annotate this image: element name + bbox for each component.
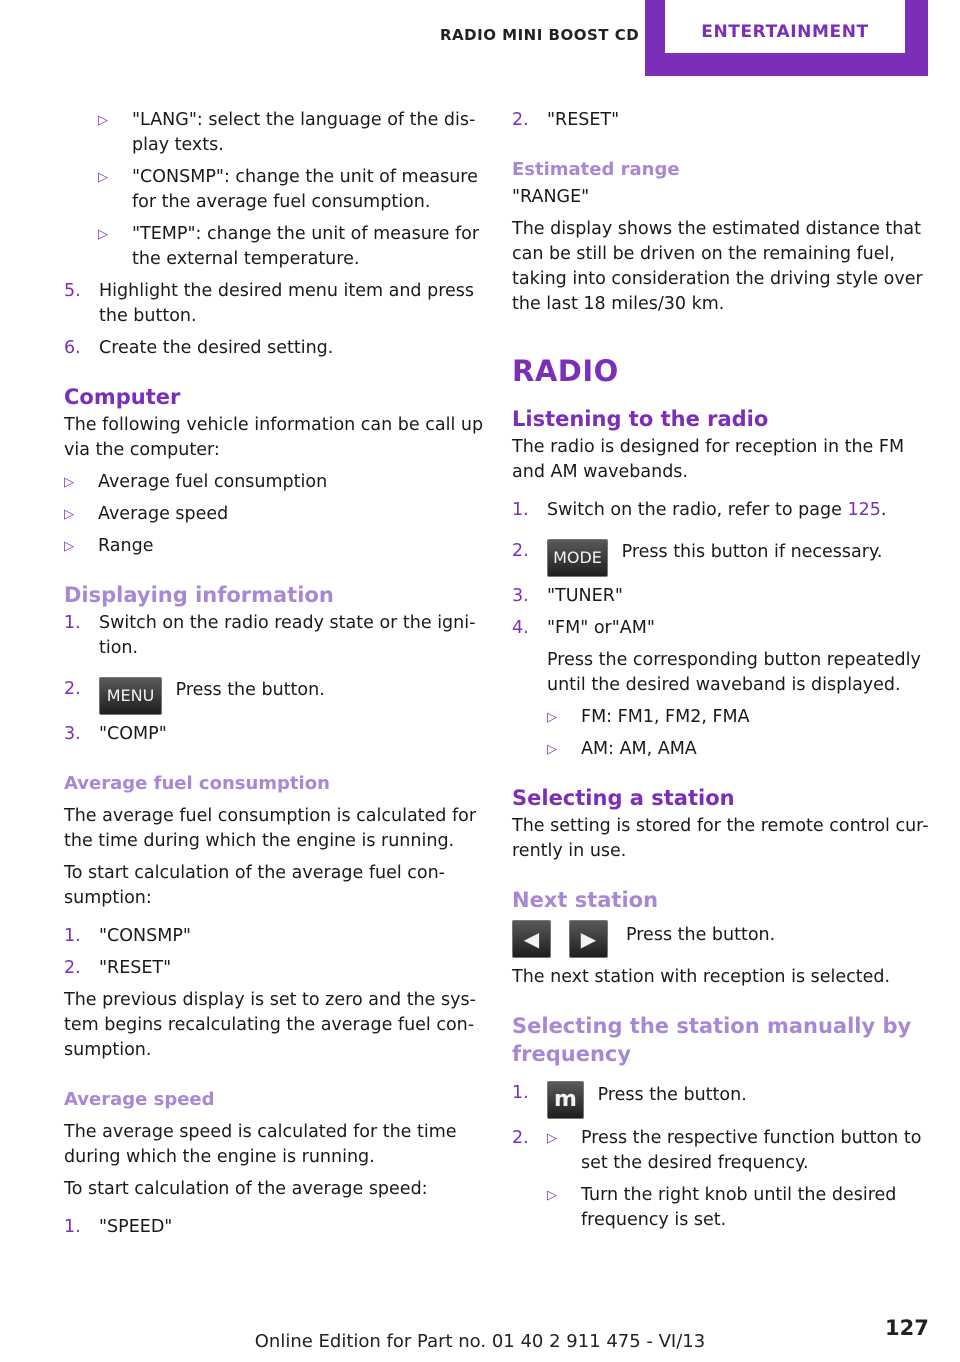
step-item: 5. Highlight the desired menu item and press the button. xyxy=(64,281,475,326)
step-item: 2. ▷ Press the respective function button to set the desired frequency. ▷ Turn the right knob until the desired frequency is set. xyxy=(512,1126,932,1233)
step-item: 2. "RESET" xyxy=(512,110,620,130)
paragraph: The radio is designed for reception in the FM and AM wavebands. xyxy=(512,437,905,482)
paragraph: "RANGE" xyxy=(512,187,590,207)
heading-estimated-range: Estimated range xyxy=(512,159,680,180)
list-item: ▷ Turn the right knob until the desired frequency is set. xyxy=(547,1183,932,1233)
paragraph: The previous display is set to zero and the sys-tem begins recalculating the average fuel con-sumption. xyxy=(64,990,476,1060)
right-column xyxy=(512,108,932,1233)
heading-average-fuel-consumption: Average fuel consumption xyxy=(64,773,330,794)
next-station-buttons-line: ◀ ▶ Press the button. xyxy=(512,920,932,958)
list-item: ▷ FM: FM1, FM2, FMA xyxy=(547,705,932,730)
bullet-icon: ▷ xyxy=(64,475,74,490)
paragraph: The display shows the estimated distance that can be still be driven on the remaining fuel, taking into consideration the driving style over the last 18 miles/30 km. xyxy=(512,219,923,314)
step-item: 1. "CONSMP" xyxy=(64,926,191,946)
heading-average-speed: Average speed xyxy=(64,1089,215,1110)
bullet-icon: ▷ xyxy=(98,227,108,242)
heading-radio: RADIO xyxy=(512,354,619,388)
paragraph: The next station with reception is selected. xyxy=(512,967,891,987)
page-number: 127 xyxy=(885,1316,929,1340)
list-item: ▷ "TEMP": change the unit of measure for the external temperature. xyxy=(98,222,484,272)
heading-selecting-station-manually: Selecting the station manually by frequency xyxy=(512,1014,912,1066)
heading-displaying-information: Displaying information xyxy=(64,583,334,607)
footer-edition: Online Edition for Part no. 01 40 2 911 475 - VI/13 xyxy=(254,1331,706,1352)
running-header-section: RADIO MINI BOOST CD xyxy=(440,26,640,44)
step-item: 2. MENU Press the button. xyxy=(64,677,484,715)
heading-listening-to-the-radio: Listening to the radio xyxy=(512,407,769,431)
paragraph: The average speed is calculated for the time during which the engine is running. xyxy=(64,1122,457,1167)
step-item: 1. Switch on the radio, refer to page 125. xyxy=(512,500,887,520)
list-item: ▷ Average fuel consumption xyxy=(64,470,484,495)
bullet-icon: ▷ xyxy=(98,170,108,185)
list-item: ▷ "LANG": select the language of the dis-play texts. xyxy=(98,108,484,158)
paragraph: The setting is stored for the remote control cur-rently in use. xyxy=(512,816,929,861)
page-link[interactable]: 125 xyxy=(847,500,881,520)
step-item: 3. "TUNER" xyxy=(512,586,623,606)
bullet-icon: ▷ xyxy=(547,1131,557,1146)
step-item: 6. Create the desired setting. xyxy=(64,338,334,358)
bullet-icon: ▷ xyxy=(547,710,557,725)
paragraph: The average fuel consumption is calculated for the time during which the engine is running. xyxy=(64,806,477,851)
step-item: 1. m Press the button. xyxy=(512,1081,932,1119)
paragraph: To start calculation of the average fuel con-sumption: xyxy=(64,863,445,908)
bullet-icon: ▷ xyxy=(64,507,74,522)
step-item: 2. "RESET" xyxy=(64,958,172,978)
heading-computer: Computer xyxy=(64,385,181,409)
m-button-icon: m xyxy=(547,1081,584,1119)
heading-next-station: Next station xyxy=(512,888,659,912)
list-item: ▷ "CONSMP": change the unit of measure for the average fuel consumption. xyxy=(98,165,484,215)
list-item: ▷ Average speed xyxy=(64,502,484,527)
step-item: 1. "SPEED" xyxy=(64,1217,173,1237)
list-item: ▷ AM: AM, AMA xyxy=(547,737,932,762)
step-item: 4. "FM" or"AM" Press the corresponding button repeatedly until the desired waveband is displayed. ▷ FM: FM1, FM2, FMA ▷ AM: AM, AMA xyxy=(512,616,932,762)
mode-button-icon: MODE xyxy=(547,539,608,577)
bullet-icon: ▷ xyxy=(547,1188,557,1203)
step-item: 3. "COMP" xyxy=(64,724,167,744)
list-item: ▷ Range xyxy=(64,534,484,559)
bullet-icon: ▷ xyxy=(98,113,108,128)
heading-selecting-a-station: Selecting a station xyxy=(512,786,735,810)
step-item: 2. MODE Press this button if necessary. xyxy=(512,539,932,577)
bullet-list-top xyxy=(64,108,484,272)
chapter-tab-label: ENTERTAINMENT xyxy=(701,22,869,42)
bullet-icon: ▷ xyxy=(547,742,557,757)
menu-button-icon: MENU xyxy=(99,677,162,715)
bullet-icon: ▷ xyxy=(64,539,74,554)
paragraph: The following vehicle information can be call up via the computer: xyxy=(64,415,484,460)
left-column xyxy=(64,108,484,1240)
list-item: ▷ Press the respective function button to set the desired frequency. xyxy=(547,1126,932,1176)
arrow-right-icon: ▶ xyxy=(569,920,608,958)
arrow-left-icon: ◀ xyxy=(512,920,551,958)
step-item: 1. Switch on the radio ready state or the igni-tion. xyxy=(64,613,476,658)
paragraph: To start calculation of the average speed: xyxy=(64,1179,428,1199)
